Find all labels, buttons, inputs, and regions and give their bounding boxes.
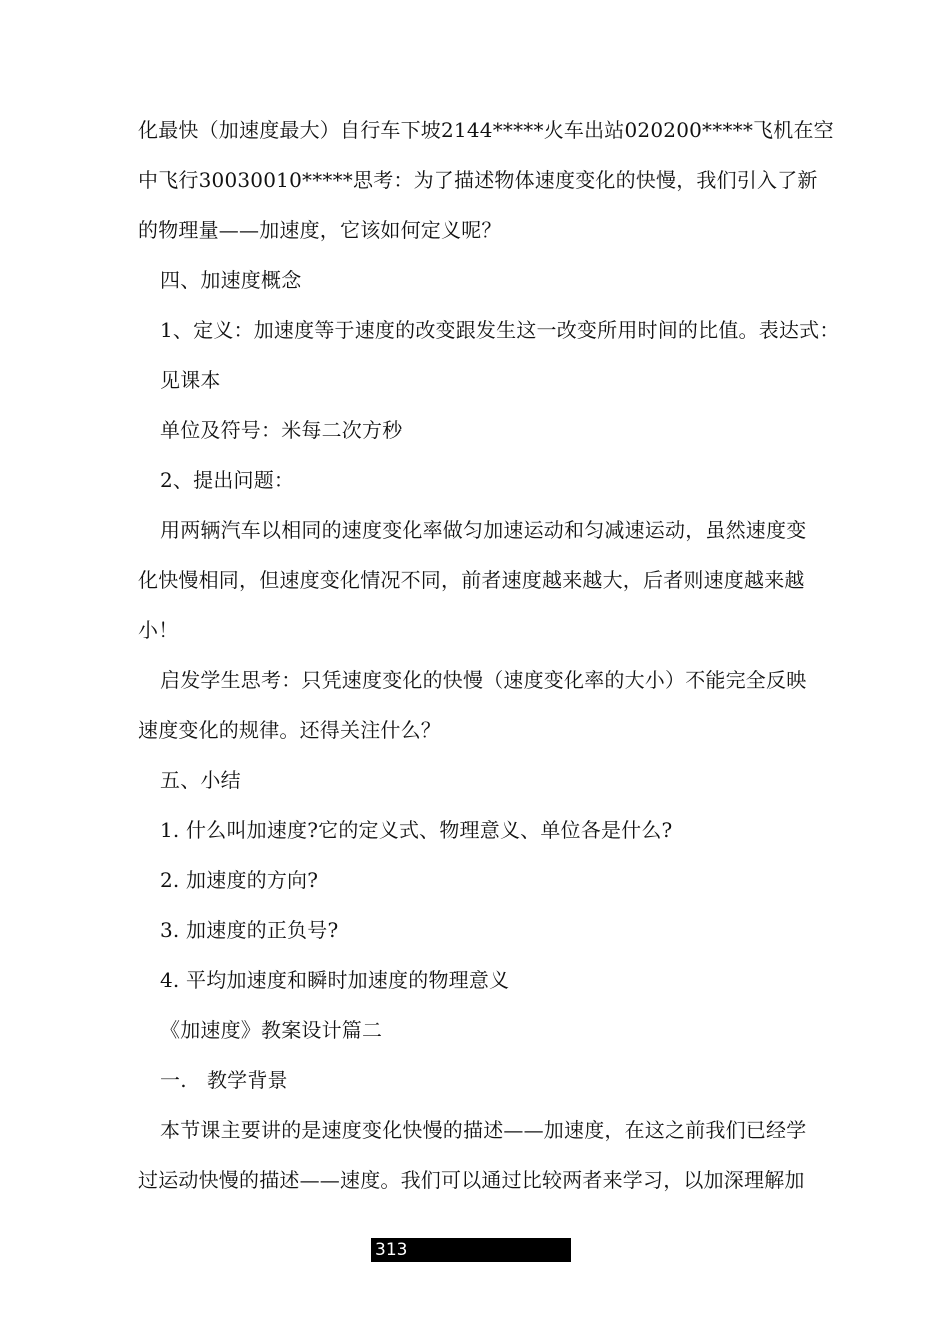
page-number: 313: [375, 1240, 408, 1260]
text-line-22: 过运动快慢的描述——速度。我们可以通过比较两者来学习，以加深理解加: [138, 1168, 805, 1192]
summary-item-4: 4. 平均加速度和瞬时加速度的物理意义: [160, 968, 510, 992]
text-line-2: 中飞行30030010*****思考：为了描述物体速度变化的快慢，我们引入了新: [138, 168, 818, 192]
text-line-3: 的物理量——加速度，它该如何定义呢？: [138, 218, 502, 242]
text-line-5: 1、定义：加速度等于速度的改变跟发生这一改变所用时间的比值。表达式：: [160, 318, 840, 342]
text-line-10: 化快慢相同，但速度变化情况不同，前者速度越来越大，后者则速度越来越: [138, 568, 805, 592]
section-heading-5: 五、小结: [160, 768, 241, 792]
text-line-21: 本节课主要讲的是速度变化快慢的描述——加速度，在这之前我们已经学: [160, 1118, 807, 1142]
text-line-9: 用两辆汽车以相同的速度变化率做匀加速运动和匀减速运动，虽然速度变: [160, 518, 807, 542]
text-line-7: 单位及符号：米每二次方秒: [160, 418, 403, 442]
text-line-1: 化最快（加速度最大）自行车下坡2144*****火车出站020200*****飞机在空: [138, 118, 834, 142]
summary-item-2: 2. 加速度的方向?: [160, 868, 319, 892]
section-heading-1: 一. 教学背景: [160, 1068, 288, 1092]
text-line-8: 2、提出问题：: [160, 468, 295, 492]
text-line-6: 见课本: [160, 368, 221, 392]
text-line-13: 速度变化的规律。还得关注什么？: [138, 718, 441, 742]
page-number-bar: [371, 1238, 571, 1262]
text-line-11: 小！: [138, 618, 179, 642]
text-line-12: 启发学生思考：只凭速度变化的快慢（速度变化率的大小）不能完全反映: [160, 668, 807, 692]
article-title: 《加速度》教案设计篇二: [160, 1018, 383, 1042]
section-heading-4: 四、加速度概念: [160, 268, 302, 292]
summary-item-1: 1. 什么叫加速度?它的定义式、物理意义、单位各是什么?: [160, 818, 673, 842]
summary-item-3: 3. 加速度的正负号?: [160, 918, 339, 942]
